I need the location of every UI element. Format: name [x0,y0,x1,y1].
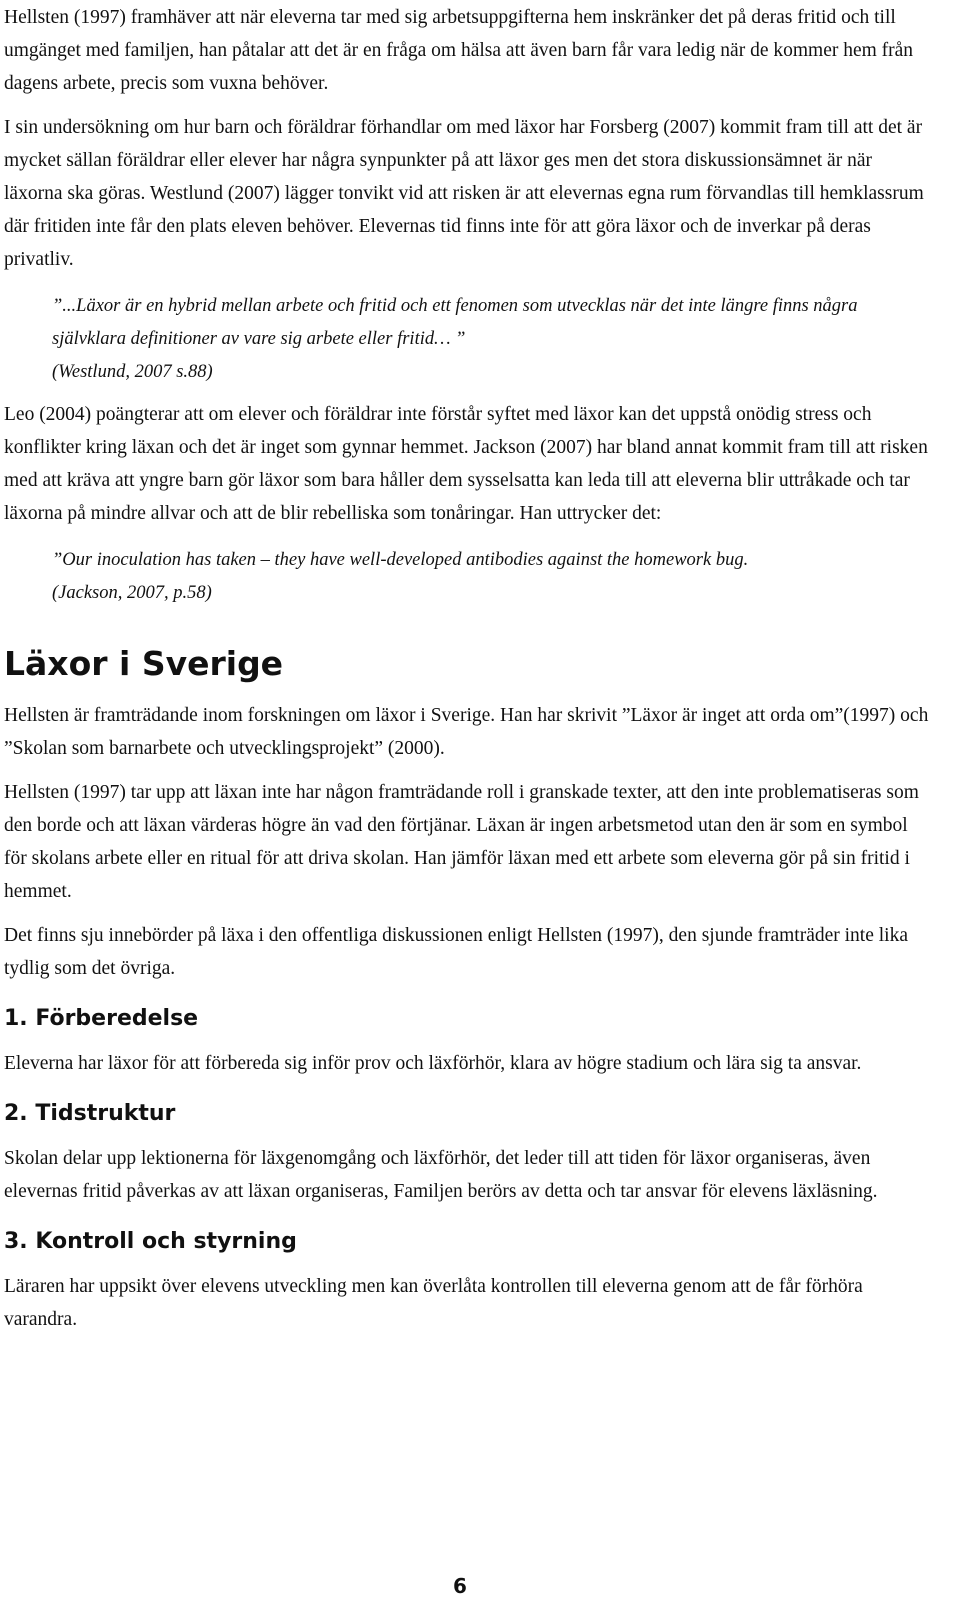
paragraph-kontroll-och-styrning: Läraren har uppsikt över elevens utveckling men kan överlåta kontrollen till eleverna genom att de får förhöra varandra. [4,1276,863,1330]
quote-text: ”...Läxor är en hybrid mellan arbete och fritid och ett fenomen som utvecklas när det inte längre finns några självklara definitioner av vare sig arbete eller fritid… ” [52,296,858,349]
subheading-tidstruktur: 2. Tidstruktur [4,1101,176,1126]
document-page [4,0,934,1336]
block-quote-westlund [52,290,934,389]
quote-citation: (Westlund, 2007 s.88) [52,362,213,382]
paragraph-forsberg: I sin undersökning om hur barn och föräldrar förhandlar om med läxor har Forsberg (2007) kommit fram till att det är mycket sällan föräldrar eller elever har några synpunkter på att läxor ges men det stora diskussionsämnet är när läxorna ska göras. Westlund (2007) lägger tonvikt vid att risken är att elevernas egna rum förvandlas till hemklassrum där fritiden inte får den plats eleven behöver. Elevernas tid finns inte för att göra läxor och de inverkar på deras privatliv. [4,117,924,270]
subheading-forberedelse: 1. Förberedelse [4,1006,199,1031]
quote-citation: (Jackson, 2007, p.58) [52,583,212,603]
paragraph-leo-jackson: Leo (2004) poängterar att om elever och föräldrar inte förstår syftet med läxor kan det uppstå onödig stress och konflikter kring läxan och det är inget som gynnar hemmet. Jackson (2007) har bland annat kommit fram till att risken med att kräva att yngre barn gör läxor som bara håller dem sysselsatta kan leda till att eleverna blir uttråkade och tar läxorna på mindre allvar och att de blir rebelliska som tonåringar. Han uttrycker det: [4,404,928,524]
section-heading-laxor-i-sverige: Läxor i Sverige [4,644,284,683]
block-quote-jackson [52,544,934,610]
subheading-kontroll-och-styrning: 3. Kontroll och styrning [4,1229,297,1254]
paragraph-sju-innebörder: Det finns sju innebörder på läxa i den offentliga diskussionen enligt Hellsten (1997), den sjunde framträder inte lika tydlig som det övriga. [4,925,908,979]
paragraph-hellsten-roll: Hellsten (1997) tar upp att läxan inte har någon framträdande roll i granskade texter, att den inte problematiseras som den borde och att läxan värderas högre än vad den förtjänar. Läxan är ingen arbetsmetod utan den är som en symbol för skolans arbete eller en ritual för att driva skolan. Han jämför läxan med ett arbete som eleverna gör på sin fritid i hemmet. [4,782,919,902]
quote-text: ”Our inoculation has taken – they have well-developed antibodies against the homework bug. [52,550,749,570]
page-number: 6 [453,1574,467,1598]
paragraph-forberedelse: Eleverna har läxor för att förbereda sig inför prov och läxförhör, klara av högre stadium och lära sig ta ansvar. [4,1053,862,1074]
paragraph-hellsten-intro: Hellsten är framträdande inom forskningen om läxor i Sverige. Han har skrivit ”Läxor är inget att orda om”(1997) och ”Skolan som barnarbete och utvecklingsprojekt” (2000). [4,705,929,759]
paragraph-intro: Hellsten (1997) framhäver att när eleverna tar med sig arbetsuppgifterna hem inskränker det på deras fritid och till umgänget med familjen, han påtalar att det är en fråga om hälsa att även barn får vara ledig när de kommer hem från dagens arbete, precis som vuxna behöver. [4,7,914,94]
paragraph-tidstruktur: Skolan delar upp lektionerna för läxgenomgång och läxförhör, det leder till att tiden för läxor organiseras, även elevernas fritid påverkas av att läxan organiseras, Familjen berörs av detta och tar ansvar för elevens läxläsning. [4,1148,878,1202]
